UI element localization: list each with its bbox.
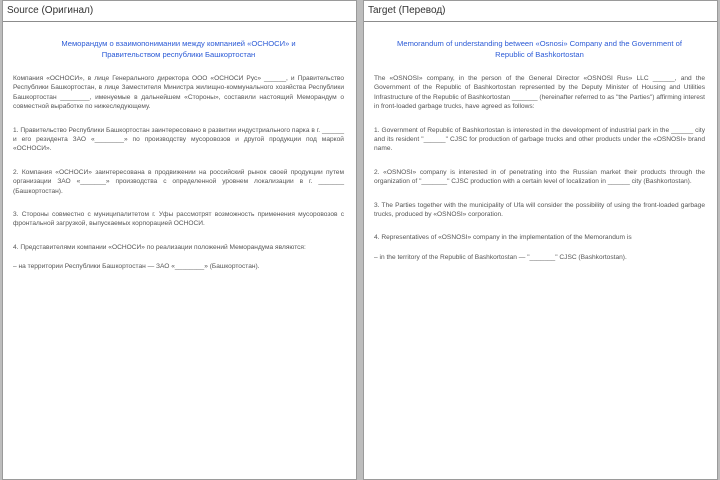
target-document-title: Memorandum of understanding between «Osnosi» Company and the Government of Republic of Bashkortostan xyxy=(397,39,682,59)
target-paragraph: 3. The Parties together with the municipality of Ufa will consider the possibility of using the front-loaded garbage trucks, produced by «OSNOSI» corporation. xyxy=(374,201,705,219)
target-paragraph: 2. «OSNOSI» company is interested in of penetrating into the Russian market their products through the organization of "_______" CJSC production with a certain level of localization in ______ city (Bashkortostan). xyxy=(374,168,705,186)
target-document[interactable] xyxy=(364,22,717,262)
target-paragraph: 4. Representatives of «OSNOSI» company in the implementation of the Memorandum is xyxy=(374,234,632,242)
target-paragraph: The «OSNOSI» company, in the person of the General Director «OSNOSI Rus» LLC ______, and the Government of the Republic of Bashkortostan represented by the Deputy Minister of Housing and Utilities Infrastructure of the Republic of Bashkortostan _______ (hereinafter referred to as "the Parties") affirming interest in front-loaded garbage trucks, have agreed as follows: xyxy=(374,75,705,111)
source-document-title: Меморандум о взаимопонимании между компанией «ОСНОСИ» и Правительством республики Башкортостан xyxy=(61,39,296,59)
source-paragraph: – на территории Республики Башкортостан — ЗАО «________» (Башкортостан). xyxy=(13,263,260,271)
target-paragraph: 1. Government of Republic of Bashkortostan is interested in the development of industrial park in the ______ city and its resident "______" CJSC for production of garbage trucks and other products under the «OSNOSI» brand name. xyxy=(374,126,705,153)
source-paragraph: Компания «ОСНОСИ», в лице Генерального директора ООО «ОСНОСИ Рус» ______, и Правительство Республики Башкортостан, в лице Заместителя Министра жилищно-коммунального хозяйства Республики Башкортостан ________, именуемые в дальнейшем «Стороны», составили настоящий Меморандум о совместной выработке по нижеследующему. xyxy=(13,75,344,111)
target-pane[interactable] xyxy=(363,0,718,480)
source-paragraph: 3. Стороны совместно с муниципалитетом г. Уфы рассмотрят возможность применения мусоровозов с фронтальной загрузкой, выпускаемых корпорацией ОСНОСИ. xyxy=(13,211,344,228)
source-document[interactable] xyxy=(3,22,356,272)
target-pane-header: Target (Перевод) xyxy=(364,1,717,22)
target-paragraph: – in the territory of the Republic of Bashkortostan — "_______" CJSC (Bashkortostan). xyxy=(374,253,627,261)
source-paragraph: 2. Компания «ОСНОСИ» заинтересована в продвижении на российский рынок своей продукции путем организации ЗАО «_______» производства с определенной уровнем локализации в г. _______ (Башкортостан). xyxy=(13,168,344,195)
source-paragraph: 4. Представителями компании «ОСНОСИ» по реализации положений Меморандума являются: xyxy=(13,243,306,251)
source-pane-header: Source (Оригинал) xyxy=(3,1,356,22)
source-pane[interactable] xyxy=(2,0,357,480)
source-paragraph: 1. Правительство Республики Башкортостан заинтересовано в развитии индустриального парка в г. ______ и его резидента ЗАО «________» по производству мусоровозов и другой продукции под маркой «ОСНОСИ». xyxy=(13,126,344,153)
